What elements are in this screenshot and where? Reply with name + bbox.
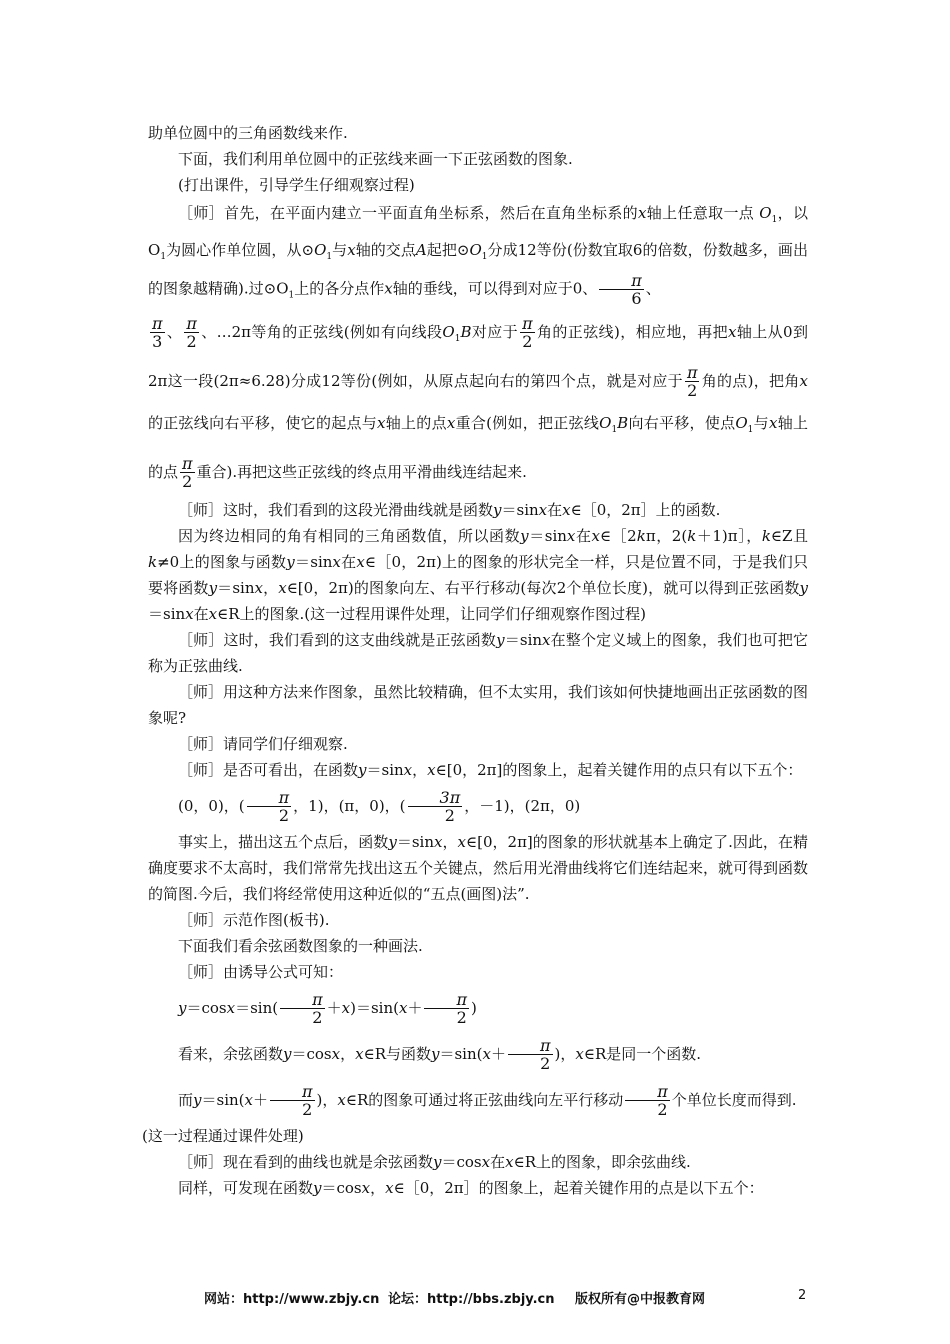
paragraph: ［师］现在看到的曲线也就是余弦函数y＝cosx在x∈R上的图象，即余弦曲线. bbox=[178, 1152, 691, 1171]
paragraph: 下面我们看余弦函数图象的一种画法. bbox=[178, 936, 423, 955]
paragraph: ［师］这时，我们看到的这段光滑曲线就是函数y＝sinx在x∈［0，2π］上的函数. bbox=[178, 500, 721, 519]
fraction-pi-2: $\frac{\pi}{2}$ bbox=[424, 991, 469, 1026]
fraction-pi-3: $\frac{\pi}{3}$ bbox=[152, 314, 163, 351]
page-number: 2 bbox=[798, 1288, 807, 1303]
paragraph: 下面，我们利用单位圆中的正弦线来画一下正弦函数的图象. bbox=[178, 150, 573, 168]
fraction-pi-2: $\frac{\pi}{2}$ bbox=[508, 1037, 553, 1072]
paragraph: (这一过程通过课件处理) bbox=[142, 1126, 304, 1145]
fraction-pi-6: $\frac{\pi}{6}$ bbox=[599, 272, 644, 307]
fraction-pi-2: $\frac{\pi}{2}$ bbox=[686, 363, 698, 400]
footer-copyright: 版权所有@中报教育网 bbox=[575, 1292, 706, 1307]
fraction-pi-2: $\frac{\pi}{2}$ bbox=[522, 314, 533, 351]
footer-forum: 论坛：http://bbs.zbjy.cn bbox=[388, 1292, 555, 1307]
fraction-pi-2: $\frac{\pi}{2}$ bbox=[247, 789, 292, 824]
paragraph: 而y＝sin(x＋ $\frac{\pi}{2}$ )，x∈R的图象可通过将正弦曲线向左平行移动 $\frac{\pi}{2}$ 个单位长度而得到. bbox=[178, 1082, 797, 1119]
paragraph: ［师］用这种方法来作图象，虽然比较精确，但不太实用，我们该如何快捷地画出正弦函数的图象呢? bbox=[148, 682, 809, 727]
paragraph: 助单位圆中的三角函数线来作. bbox=[148, 124, 348, 142]
fraction-3pi-2: $\frac{3\pi}{2}$ bbox=[408, 789, 463, 824]
paragraph: $\frac{\pi}{3}$ 、 $\frac{\pi}{2}$ 、…2π等角的正弦线(例如有向线段$O_1B$对应于 $\frac{\pi}{2}$ 角的正弦线)，相应地，再把x轴上从0到2π这一段(2π≈6.28)分成12等份(例如，从原点起向右的第四个点，就是对应于 $\frac{\pi}{2}$ 角的点)，把角x的正弦线向右平移，使它的起点与x轴上的点x重合(例如，把正弦线$O_1B$向右平移，使点$O_1$与x轴上的点 $\frac{\pi}{2}$ 重合).再把这些正弦线的终点用平滑曲线连结起来. bbox=[148, 314, 808, 491]
page-footer bbox=[0, 1288, 950, 1310]
paragraph: ［师］首先，在平面内建立一平面直角坐标系，然后在直角坐标系的x轴上任意取一点 $O_1$，以$O_1$为圆心作单位圆，从$⊙O_1$与x轴的交点A起把$⊙O_1$分成12等份(份数宜取6的倍数，份数越多，画出的图象越精确).过$⊙O_1$上的各分点作x轴的垂线，可以得到对应于0、 $\frac{\pi}{6}$ 、 bbox=[148, 204, 808, 308]
paragraph: 看来，余弦函数y＝cosx，x∈R与函数y＝sin(x＋ $\frac{\pi}{2}$ )，x∈R是同一个函数. bbox=[178, 1036, 702, 1073]
paragraph: ［师］示范作图(板书). bbox=[178, 910, 330, 929]
footer-site: 网站：http://www.zbjy.cn bbox=[204, 1292, 380, 1307]
paragraph: ［师］由诱导公式可知： bbox=[178, 962, 344, 981]
paragraph: 事实上，描出这五个点后，函数y＝sinx，x∈[0，2π]的图象的形状就基本上确定了.因此，在精确度要求不太高时，我们常常先找出这五个关键点，然后用光滑曲线将它们连结起来，就可得到函数的简图.今后，我们将经常使用这种近似的“五点(画图)法”. bbox=[148, 832, 809, 903]
key-points-line: (0，0)，( $\frac{\pi}{2}$ ，1)，(π，0)，( $\frac{3\pi}{2}$ ，－1)，(2π，0) bbox=[178, 788, 581, 825]
paragraph: ［师］是否可看出，在函数y＝sinx，x∈[0，2π]的图象上，起着关键作用的点只有以下五个： bbox=[178, 760, 803, 779]
fraction-pi-2: $\frac{\pi}{2}$ bbox=[182, 454, 193, 491]
fraction-pi-2: $\frac{\pi}{2}$ bbox=[280, 991, 325, 1026]
paragraph: ［师］请同学们仔细观察. bbox=[178, 734, 348, 753]
fraction-pi-2: $\frac{\pi}{2}$ bbox=[625, 1083, 670, 1118]
paragraph: ［师］这时，我们看到的这支曲线就是正弦函数y＝sinx在整个定义域上的图象，我们也可把它称为正弦曲线. bbox=[148, 630, 808, 675]
paragraph: 同样，可发现在函数y＝cosx，x∈［0，2π］的图象上，起着关键作用的点是以下五个： bbox=[178, 1178, 764, 1197]
paragraph: 因为终边相同的角有相同的三角函数值，所以函数y＝sinx在x∈［2kπ，2(k＋1)π］，k∈Z且k≠0上的图象与函数y＝sinx在x∈［0，2π)上的图象的形状完全一样，只是位置不同，于是我们只要将函数y＝sinx，x∈[0，2π)的图象向左、右平行移动(每次2个单位长度)，就可以得到正弦函数y＝sinx在x∈R上的图象.(这一过程用课件处理，让同学们仔细观察作图过程) bbox=[148, 526, 808, 623]
formula-line: y＝cosx＝sin( $\frac{\pi}{2}$ ＋x)＝sin(x＋ $\frac{\pi}{2}$ ) bbox=[178, 990, 477, 1027]
fraction-pi-2: $\frac{\pi}{2}$ bbox=[270, 1083, 315, 1118]
paragraph: (打出课件，引导学生仔细观察过程) bbox=[178, 176, 415, 194]
fraction-pi-2: $\frac{\pi}{2}$ bbox=[186, 314, 197, 351]
document-body bbox=[142, 120, 809, 1201]
